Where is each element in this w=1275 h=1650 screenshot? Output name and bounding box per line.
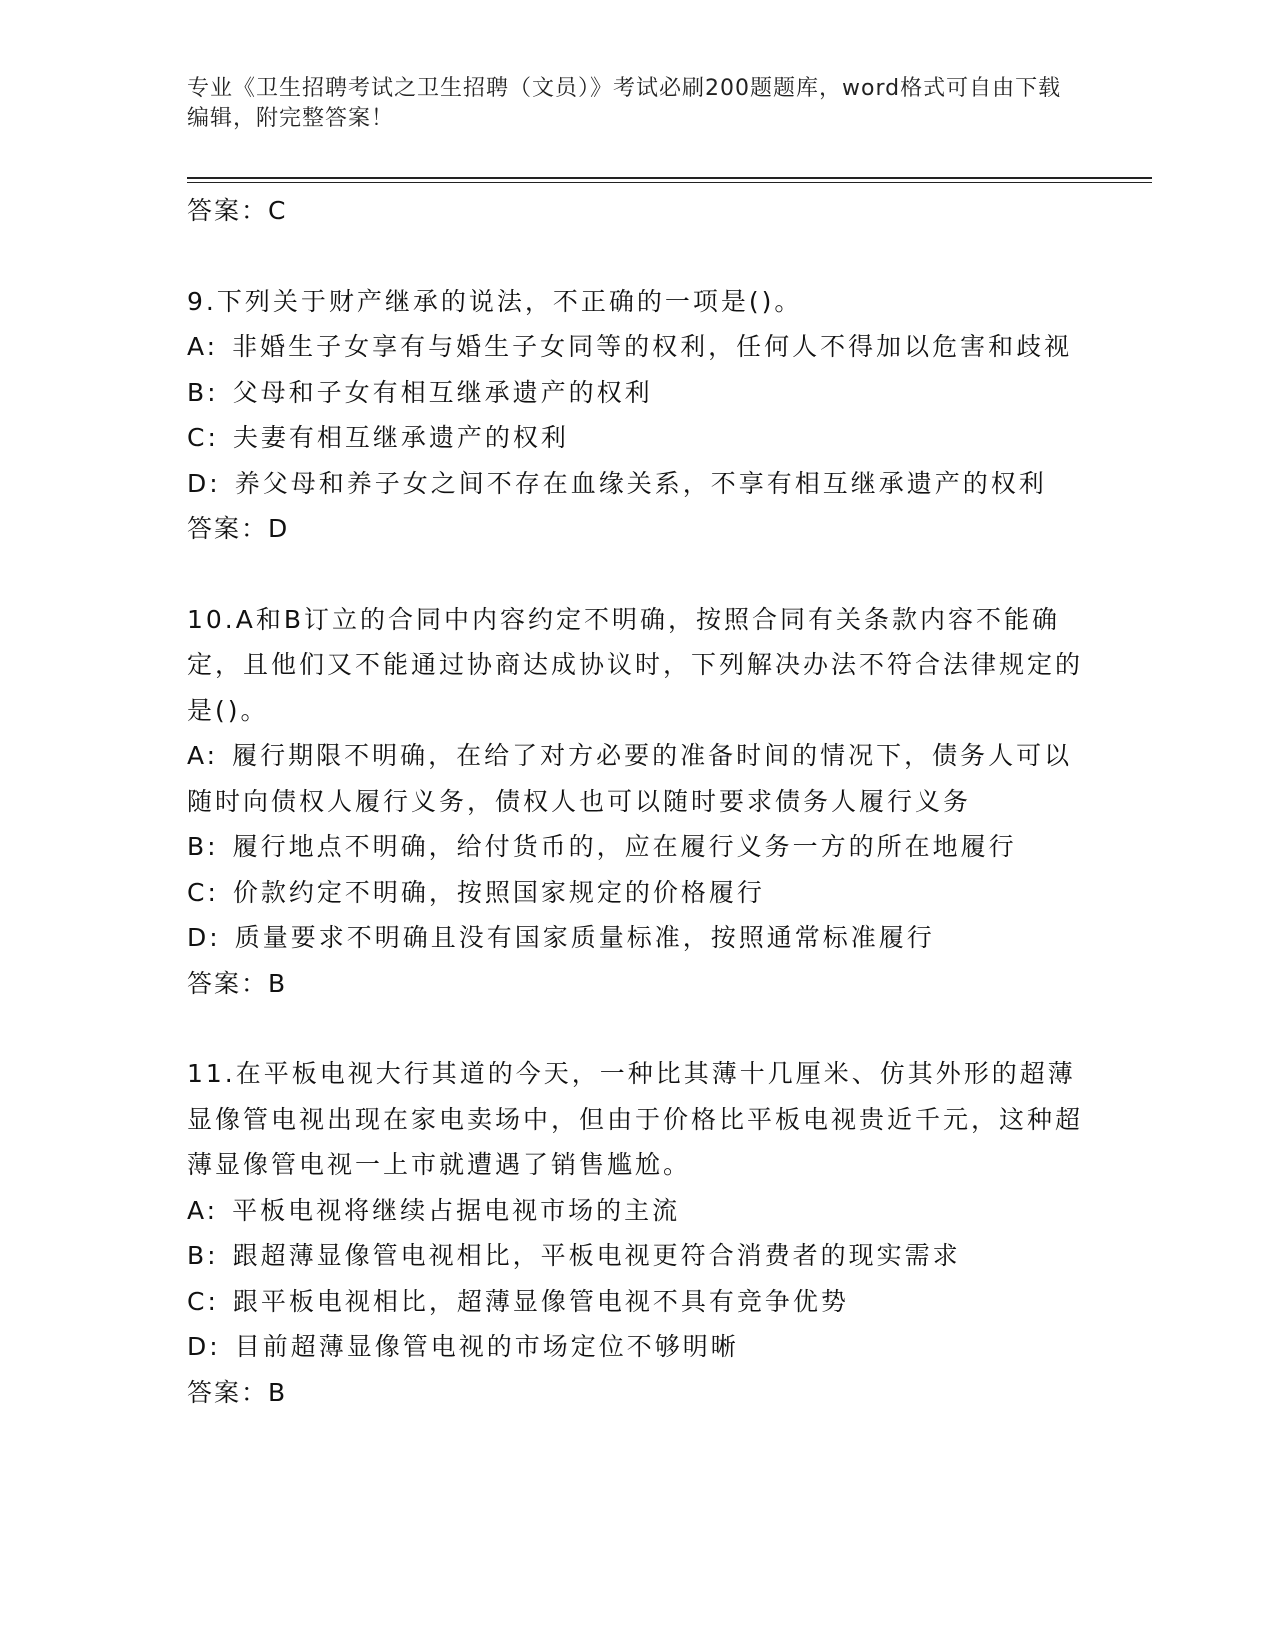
answer-label: 答案： xyxy=(187,968,269,998)
option-b xyxy=(187,370,1087,416)
answer-line xyxy=(187,506,1087,552)
question-block xyxy=(187,1051,1087,1415)
question-block xyxy=(187,597,1087,1007)
option-b xyxy=(187,824,1087,870)
option-c xyxy=(187,870,1087,916)
option-letter: B: xyxy=(187,377,219,407)
option-text: 跟超薄显像管电视相比，平板电视更符合消费者的现实需求 xyxy=(232,1241,961,1270)
answer-value: C xyxy=(268,196,286,225)
option-d xyxy=(187,461,1087,507)
option-text: 夫妻有相互继承遗产的权利 xyxy=(232,423,569,452)
header-divider-thin xyxy=(187,182,1152,183)
option-a xyxy=(187,324,1087,370)
option-text: 跟平板电视相比，超薄显像管电视不具有竞争优势 xyxy=(232,1286,849,1316)
option-letter: C: xyxy=(187,423,219,452)
option-letter: B: xyxy=(187,832,219,861)
page-header: 专业《卫生招聘考试之卫生招聘（文员）》考试必刷200题题库，word格式可自由下载编辑，附完整答案！ xyxy=(187,76,1062,131)
option-a xyxy=(187,1188,1087,1234)
option-letter: A: xyxy=(187,1195,219,1225)
option-c xyxy=(187,415,1087,461)
answer-line xyxy=(187,961,1087,1007)
option-letter: C: xyxy=(187,1286,219,1316)
option-text: 价款约定不明确，按照国家规定的价格履行 xyxy=(232,877,765,907)
option-text: 平板电视将继续占据电视市场的主流 xyxy=(232,1195,681,1225)
answer-label: 答案： xyxy=(187,1377,269,1407)
answer-line xyxy=(187,1370,1087,1416)
option-text: 质量要求不明确且没有国家质量标准，按照通常标准履行 xyxy=(234,923,935,952)
answer-label: 答案： xyxy=(187,196,269,225)
answer-line xyxy=(187,188,1087,234)
question-stem: 10.A和B订立的合同中内容约定不明确，按照合同有关条款内容不能确定，且他们又不能通过协商达成协议时，下列解决办法不符合法律规定的是()。 xyxy=(187,604,1084,725)
option-letter: B: xyxy=(187,1241,219,1270)
answer-label: 答案： xyxy=(187,514,269,543)
question-block xyxy=(187,279,1087,552)
question-list xyxy=(187,188,1087,1415)
option-letter: D: xyxy=(187,468,221,498)
option-text: 履行地点不明确，给付货币的，应在履行义务一方的所在地履行 xyxy=(232,832,1017,861)
option-a xyxy=(187,733,1087,824)
option-b xyxy=(187,1233,1087,1279)
answer-value: B xyxy=(268,1377,286,1407)
option-letter: D: xyxy=(187,923,221,952)
spacer xyxy=(187,1006,1087,1051)
spacer xyxy=(187,552,1087,597)
header-divider-thick xyxy=(187,177,1152,179)
option-letter: C: xyxy=(187,877,219,907)
answer-value: D xyxy=(268,514,288,543)
option-text: 父母和子女有相互继承遗产的权利 xyxy=(232,377,653,407)
question-stem: 9.下列关于财产继承的说法，不正确的一项是()。 xyxy=(187,286,803,316)
option-text: 目前超薄显像管电视的市场定位不够明晰 xyxy=(234,1332,739,1361)
answer-value: B xyxy=(268,968,286,998)
option-c xyxy=(187,1279,1087,1325)
option-d xyxy=(187,915,1087,961)
option-d xyxy=(187,1324,1087,1370)
option-text: 履行期限不明确，在给了对方必要的准备时间的情况下，债务人可以随时向债权人履行义务，债权人也可以随时要求债务人履行义务 xyxy=(187,741,1073,816)
option-letter: D: xyxy=(187,1332,221,1361)
question-stem: 11.在平板电视大行其道的今天，一种比其薄十几厘米、仿其外形的超薄显像管电视出现在家电卖场中，但由于价格比平板电视贵近千元，这种超薄显像管电视一上市就遭遇了销售尴尬。 xyxy=(187,1059,1084,1179)
option-letter: A: xyxy=(187,741,219,770)
option-text: 非婚生子女享有与婚生子女同等的权利，任何人不得加以危害和歧视 xyxy=(232,332,1073,361)
option-letter: A: xyxy=(187,332,219,361)
option-text: 养父母和养子女之间不存在血缘关系，不享有相互继承遗产的权利 xyxy=(234,468,1047,498)
spacer xyxy=(187,234,1087,279)
